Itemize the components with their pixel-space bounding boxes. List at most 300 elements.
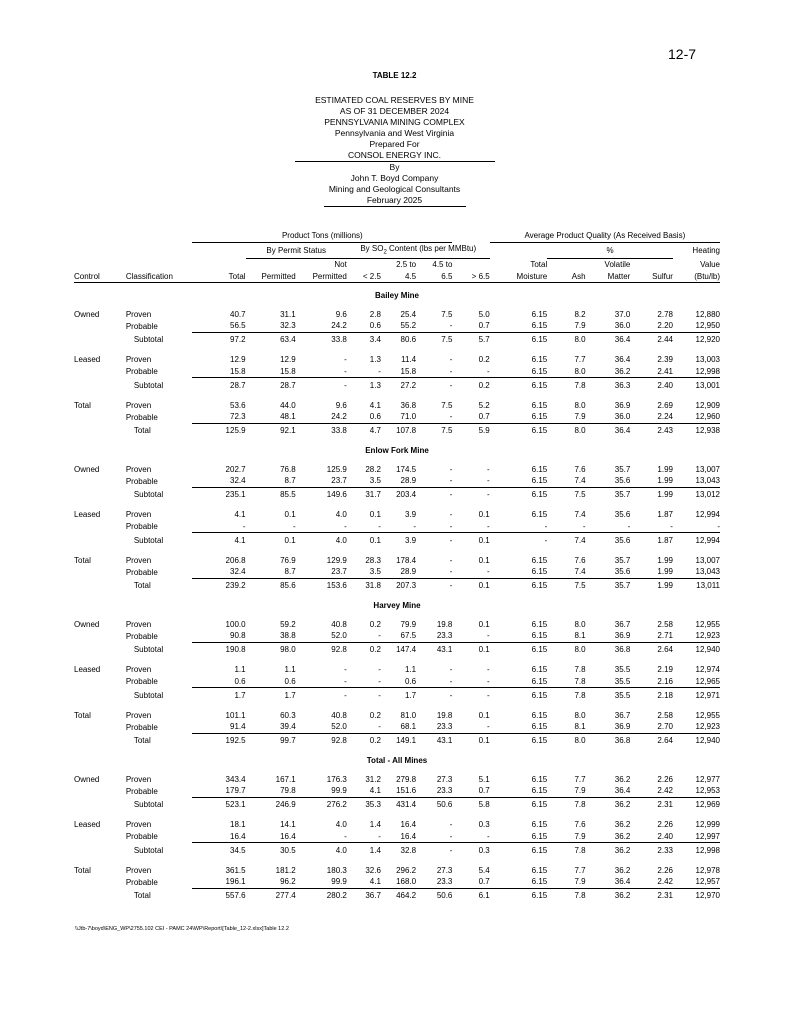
value-cell: 8.0	[574, 426, 586, 436]
value-cell: 32.3	[246, 320, 296, 332]
value-cell: -	[449, 380, 453, 390]
value-cell: 168.0	[381, 876, 416, 888]
value-cell: -	[449, 510, 453, 520]
value-cell: 13,011	[696, 581, 720, 591]
value-cell: 6.15	[531, 820, 548, 830]
value-cell: 6.15	[490, 630, 548, 642]
value-cell: 7.6	[574, 820, 586, 830]
value-cell: 2.64	[657, 736, 673, 746]
control-cell: Leased	[74, 355, 101, 365]
value-cell: 6.15	[490, 676, 548, 688]
value-cell: -	[296, 831, 347, 843]
table-row	[74, 411, 720, 423]
value-cell: 1.7	[404, 690, 417, 700]
value-cell: 76.8	[280, 464, 296, 474]
value-cell: 0.1	[284, 510, 296, 520]
value-cell: 50.6	[436, 800, 453, 810]
value-cell: -	[452, 475, 489, 487]
table-row	[74, 721, 720, 733]
value-cell: 12,953	[673, 785, 720, 797]
spacer	[74, 457, 720, 464]
value-cell: 5.7	[478, 335, 490, 345]
classification-cell: Subtotal	[133, 645, 164, 655]
reserves-table	[74, 230, 720, 903]
value-cell: 6.15	[531, 619, 548, 629]
value-cell: 2.18	[657, 690, 673, 700]
value-cell: 6.15	[490, 320, 548, 332]
value-cell: -	[630, 521, 673, 533]
value-cell: 9.6	[335, 400, 347, 410]
value-cell: 431.4	[396, 800, 417, 810]
value-cell: 28.2	[365, 464, 381, 474]
table-row	[74, 642, 720, 657]
value-cell: 557.6	[225, 891, 246, 901]
value-cell: -	[449, 490, 453, 500]
table-row	[74, 578, 720, 593]
value-cell: 2.19	[657, 665, 673, 675]
value-cell: 35.3	[365, 800, 381, 810]
value-cell: 43.1	[436, 645, 453, 655]
table-row	[74, 664, 720, 676]
value-cell: 2.16	[630, 676, 673, 688]
value-cell: 12,974	[695, 665, 720, 675]
classification-cell: Proven	[125, 865, 152, 875]
heating-header: Heating	[692, 246, 720, 256]
value-cell: 279.8	[396, 774, 417, 784]
control-cell: Leased	[74, 820, 101, 830]
value-cell: 6.15	[531, 400, 548, 410]
range-45-65-header: 4.5 to	[432, 260, 453, 270]
value-cell: 12,998	[673, 366, 720, 378]
value-cell: 71.0	[381, 411, 416, 423]
value-cell: 72.3	[192, 411, 245, 423]
value-cell: 6.15	[531, 645, 548, 655]
classification-cell: Proven	[125, 619, 152, 629]
table-row	[74, 487, 720, 502]
value-cell: 0.1	[478, 581, 490, 591]
value-cell: 24.2	[296, 411, 347, 423]
value-cell: -	[347, 676, 381, 688]
value-cell: 7.7	[574, 355, 586, 365]
value-cell: 7.5	[441, 335, 453, 345]
value-cell: 2.40	[630, 831, 673, 843]
value-cell: 8.7	[246, 475, 296, 487]
value-cell: 2.64	[657, 645, 673, 655]
value-cell: -	[416, 320, 452, 332]
value-cell: 12,977	[695, 774, 720, 784]
value-cell: 178.4	[396, 555, 417, 565]
value-cell: 35.5	[614, 690, 631, 700]
value-cell: 63.4	[280, 335, 296, 345]
control-cell	[74, 578, 120, 593]
classification-cell: Probable	[125, 786, 158, 796]
value-cell: 39.4	[246, 721, 296, 733]
section-title: Total - All Mines	[366, 756, 428, 766]
value-cell: -	[347, 831, 381, 843]
permitted-header: Permitted	[246, 271, 296, 283]
classification-cell: Subtotal	[133, 490, 164, 500]
value-cell: 7.8	[547, 676, 585, 688]
value-cell: 13,012	[695, 490, 720, 500]
value-cell: 1.7	[284, 690, 296, 700]
value-cell: 246.9	[275, 800, 296, 810]
value-cell: 2.44	[657, 335, 673, 345]
table-row	[74, 309, 720, 321]
value-cell: 2.26	[657, 865, 673, 875]
value-cell: 99.9	[296, 785, 347, 797]
spacer	[74, 748, 720, 755]
table-row	[74, 619, 720, 631]
control-cell: Owned	[74, 464, 100, 474]
value-cell: 4.0	[335, 535, 347, 545]
value-cell: 27.3	[436, 865, 453, 875]
value-cell: 14.1	[280, 820, 296, 830]
title-line-10: February 2025	[324, 195, 466, 207]
value-cell: 6.15	[490, 366, 548, 378]
section-title: Bailey Mine	[374, 291, 419, 301]
classification-cell: Proven	[125, 555, 152, 565]
value-cell: 27.3	[436, 774, 453, 784]
table-row	[74, 423, 720, 438]
value-cell: 0.2	[478, 355, 490, 365]
value-cell: 6.15	[531, 426, 548, 436]
table-row	[74, 676, 720, 688]
value-cell: 13,001	[695, 380, 720, 390]
value-cell: 7.8	[574, 690, 586, 700]
spacer	[74, 812, 720, 819]
value-cell: 28.3	[365, 555, 381, 565]
value-cell: 6.15	[531, 555, 548, 565]
value-cell: 192.5	[225, 736, 246, 746]
range-25-45-header: 2.5 to	[396, 260, 417, 270]
spacer	[74, 283, 720, 291]
value-cell: 7.5	[441, 309, 453, 319]
value-cell: 34.5	[230, 845, 246, 855]
value-cell: 35.6	[586, 566, 631, 578]
value-cell: 15.8	[246, 366, 296, 378]
classification-cell: Total	[133, 581, 151, 591]
value-cell: 8.7	[246, 566, 296, 578]
value-cell: 36.7	[614, 710, 631, 720]
value-cell: 0.1	[478, 619, 490, 629]
value-cell: 7.9	[547, 831, 585, 843]
value-cell: 4.1	[234, 510, 246, 520]
value-cell: 280.2	[326, 891, 347, 901]
classification-cell: Probable	[125, 412, 158, 422]
value-cell: 3.4	[369, 335, 381, 345]
value-cell: 6.15	[531, 665, 548, 675]
value-cell: 40.8	[331, 619, 347, 629]
value-cell: 68.1	[381, 721, 416, 733]
value-cell: 32.4	[192, 475, 245, 487]
table-header	[0, 70, 789, 207]
control-cell	[74, 475, 120, 487]
classification-cell: Proven	[125, 710, 152, 720]
value-cell: 36.8	[614, 645, 631, 655]
table-row	[74, 774, 720, 786]
value-cell: 2.20	[630, 320, 673, 332]
classification-cell: Proven	[125, 774, 152, 784]
value-cell: 0.7	[452, 320, 489, 332]
classification-cell: Proven	[125, 355, 152, 365]
table-row	[74, 400, 720, 412]
table-row	[74, 630, 720, 642]
value-cell: 5.0	[478, 309, 490, 319]
value-cell: 16.4	[246, 831, 296, 843]
value-header: Value	[700, 260, 720, 270]
value-cell: 1.87	[657, 535, 673, 545]
value-cell: 1.3	[369, 380, 381, 390]
value-cell: 8.0	[574, 400, 586, 410]
control-cell: Total	[74, 400, 91, 410]
value-cell: 4.0	[335, 820, 347, 830]
value-cell: 33.8	[331, 426, 347, 436]
control-cell	[74, 797, 120, 812]
value-cell: 343.4	[225, 774, 246, 784]
spacer	[74, 548, 720, 555]
value-cell: -	[586, 521, 631, 533]
table-row	[74, 320, 720, 332]
value-cell: 33.8	[331, 335, 347, 345]
value-cell: 2.8	[369, 309, 381, 319]
value-cell: 0.1	[478, 535, 490, 545]
title-line-9: Mining and Geological Consultants	[328, 184, 461, 194]
value-cell: 79.8	[246, 785, 296, 797]
value-cell: 12,940	[695, 645, 720, 655]
value-cell: 6.15	[531, 490, 548, 500]
table-row	[74, 843, 720, 858]
value-cell: 2.70	[630, 721, 673, 733]
value-cell: 12,970	[695, 891, 720, 901]
value-cell: 4.0	[335, 510, 347, 520]
control-cell	[74, 411, 120, 423]
control-cell	[74, 688, 120, 703]
value-cell: 6.15	[531, 510, 548, 520]
control-cell: Total	[74, 865, 91, 875]
value-cell: -	[452, 721, 489, 733]
value-cell: 2.39	[657, 355, 673, 365]
value-cell: 0.3	[478, 845, 490, 855]
value-cell: 36.2	[614, 820, 631, 830]
value-cell: 36.4	[586, 785, 631, 797]
value-cell: 276.2	[326, 800, 347, 810]
value-cell: -	[449, 665, 453, 675]
value-cell: 12.9	[230, 355, 246, 365]
classification-cell: Proven	[125, 820, 152, 830]
value-cell: 31.1	[280, 309, 296, 319]
value-cell: 79.9	[400, 619, 417, 629]
table-row	[74, 378, 720, 393]
value-cell: 6.15	[531, 865, 548, 875]
value-cell: 36.8	[400, 400, 417, 410]
value-cell: 7.9	[547, 876, 585, 888]
value-cell: 12,920	[695, 335, 720, 345]
value-cell: 2.42	[630, 785, 673, 797]
value-cell: 0.1	[478, 645, 490, 655]
value-cell: 8.0	[574, 335, 586, 345]
value-cell: 52.0	[296, 630, 347, 642]
value-cell: 0.2	[369, 645, 381, 655]
value-cell: 91.4	[192, 721, 245, 733]
value-cell: 196.1	[192, 876, 245, 888]
sulfur-header: Sulfur	[630, 271, 673, 283]
classification-cell: Probable	[125, 877, 158, 887]
value-cell: 6.15	[531, 736, 548, 746]
classification-cell: Subtotal	[133, 535, 164, 545]
total-header: Total	[192, 271, 245, 283]
value-cell: 12,938	[695, 426, 720, 436]
btu-header: (Btu/lb)	[673, 271, 720, 283]
value-cell: 174.5	[396, 464, 417, 474]
value-cell: 60.3	[280, 710, 296, 720]
value-cell: 13,043	[673, 475, 720, 487]
value-cell: 2.78	[657, 309, 673, 319]
value-cell: 2.58	[657, 619, 673, 629]
value-cell: 7.8	[574, 380, 586, 390]
value-cell: 8.2	[574, 309, 586, 319]
value-cell: 12,997	[673, 831, 720, 843]
value-cell: 176.3	[326, 774, 347, 784]
value-cell: 0.2	[478, 380, 490, 390]
classification-cell: Proven	[125, 510, 152, 520]
control-cell	[74, 366, 120, 378]
classification-cell: Total	[133, 736, 151, 746]
spacer	[74, 502, 720, 509]
value-cell: 36.2	[586, 366, 631, 378]
value-cell: 0.1	[284, 535, 296, 545]
value-cell: 361.5	[225, 865, 246, 875]
value-cell: -	[487, 665, 490, 675]
value-cell: -	[449, 690, 453, 700]
page-number: 12-7	[668, 46, 697, 62]
value-cell: 6.15	[531, 309, 548, 319]
value-cell: 7.9	[547, 320, 585, 332]
control-cell: Total	[74, 555, 91, 565]
value-cell: 13,007	[695, 464, 720, 474]
value-cell: 0.6	[347, 411, 381, 423]
value-cell: 7.6	[574, 555, 586, 565]
table-row	[74, 475, 720, 487]
value-cell: 0.6	[246, 676, 296, 688]
classification-cell: Probable	[125, 832, 158, 842]
value-cell: 6.15	[531, 774, 548, 784]
table-row	[74, 785, 720, 797]
value-cell: 107.8	[396, 426, 417, 436]
value-cell: 12,923	[673, 721, 720, 733]
value-cell: 239.2	[225, 581, 246, 591]
table-row	[74, 819, 720, 831]
value-cell: 6.15	[531, 845, 548, 855]
spacer	[74, 858, 720, 865]
classification-cell: Total	[133, 891, 151, 901]
value-cell: 3.9	[404, 535, 417, 545]
value-cell: 1.99	[657, 464, 673, 474]
value-cell: 5.1	[478, 774, 490, 784]
table-row	[74, 876, 720, 888]
value-cell: 1.7	[234, 690, 246, 700]
title-line-3: PENNSYLVANIA MINING COMPLEX	[324, 117, 465, 127]
classification-cell: Subtotal	[133, 380, 164, 390]
spacer	[74, 612, 720, 619]
value-cell: 125.9	[225, 426, 246, 436]
value-cell: 15.8	[381, 366, 416, 378]
value-cell: 36.8	[614, 736, 631, 746]
value-cell: 97.2	[230, 335, 246, 345]
value-cell: 203.4	[396, 490, 417, 500]
value-cell: 202.7	[225, 464, 246, 474]
value-cell: 90.8	[192, 630, 245, 642]
value-cell: 1.99	[630, 475, 673, 487]
value-cell: 16.4	[381, 831, 416, 843]
value-cell: 235.1	[225, 490, 246, 500]
value-cell: 50.6	[436, 891, 453, 901]
value-cell: 23.3	[416, 721, 452, 733]
value-cell: 180.3	[326, 865, 347, 875]
value-cell: 36.2	[614, 800, 631, 810]
value-cell: 3.5	[347, 475, 381, 487]
value-cell: 32.8	[400, 845, 417, 855]
value-cell: 76.9	[280, 555, 296, 565]
value-cell: 100.0	[225, 619, 246, 629]
value-cell: 206.8	[225, 555, 246, 565]
value-cell: 36.7	[614, 619, 631, 629]
value-cell: 6.15	[531, 464, 548, 474]
value-cell: -	[449, 820, 453, 830]
value-cell: -	[344, 355, 347, 365]
value-cell: 7.4	[547, 475, 585, 487]
value-cell: -	[378, 665, 381, 675]
value-cell: 0.7	[452, 785, 489, 797]
value-cell: 36.7	[365, 891, 381, 901]
value-cell: 48.1	[246, 411, 296, 423]
spacer	[74, 657, 720, 664]
control-cell	[74, 566, 120, 578]
value-cell: 0.1	[478, 710, 490, 720]
section-title: Harvey Mine	[373, 601, 421, 611]
value-cell: 0.1	[369, 510, 381, 520]
table-row	[74, 865, 720, 877]
value-cell: 23.3	[416, 630, 452, 642]
value-cell: 277.4	[275, 891, 296, 901]
value-cell: -	[449, 845, 453, 855]
value-cell: -	[378, 690, 381, 700]
value-cell: 3.5	[347, 566, 381, 578]
value-cell: 36.4	[614, 355, 631, 365]
value-cell: 81.0	[400, 710, 417, 720]
spacer	[74, 347, 720, 354]
table-row	[74, 464, 720, 476]
value-cell: 0.7	[452, 876, 489, 888]
value-cell: 28.9	[381, 566, 416, 578]
value-cell: 1.87	[657, 510, 673, 520]
value-cell: 8.0	[574, 710, 586, 720]
value-cell: 1.1	[284, 665, 296, 675]
value-cell: 12,971	[695, 690, 720, 700]
classification-cell: Probable	[125, 722, 158, 732]
value-cell: -	[246, 521, 296, 533]
value-cell: -	[487, 464, 490, 474]
value-cell: 31.8	[365, 581, 381, 591]
value-cell: -	[673, 521, 720, 533]
title-line-4: Pennsylvania and West Virginia	[334, 128, 455, 138]
value-cell: 2.33	[657, 845, 673, 855]
v45-header: 4.5	[381, 271, 416, 283]
value-cell: 37.0	[614, 309, 631, 319]
value-cell: 18.1	[230, 820, 246, 830]
value-cell: -	[547, 521, 585, 533]
value-cell: 7.8	[574, 665, 586, 675]
value-cell: 12,999	[695, 820, 720, 830]
